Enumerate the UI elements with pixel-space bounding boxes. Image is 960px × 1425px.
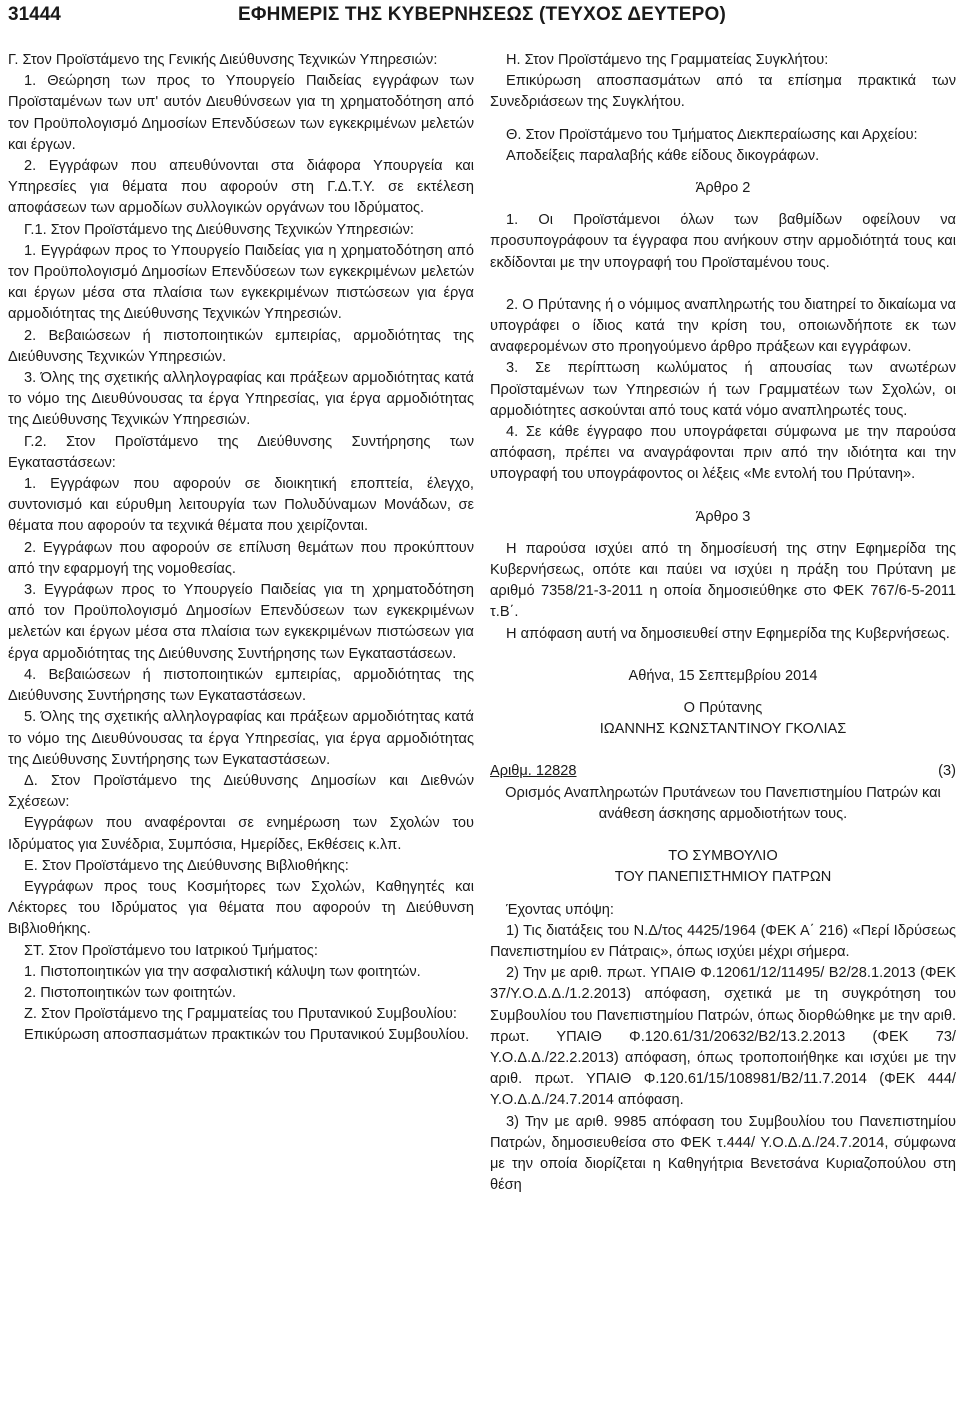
paragraph: 2. Εγγράφων που απευθύνονται στα διάφορα Υπουργεία και Υπηρεσίες για θέματα που αφορούν στη Γ.Δ.Τ.Υ. σε εκτέλεση αποφάσεων των αρμοδίων συλλογικών οργάνων του Ιδρύματος.: [8, 158, 474, 217]
spacer: [490, 889, 956, 900]
paragraph: 3) Την με αριθ. 9985 απόφαση του Συμβουλίου του Πανεπιστημίου Πατρών, δημοσιευθείσα στο ΦΕΚ τ.444/ Υ.Ο.Δ.Δ./24.7.2014, σύμφωνα με την οποία διορίζεται η Καθηγήτρια Βενετσάνα Κυριαζοπούλου στη θέση: [490, 1113, 956, 1194]
paragraph: Επικύρωση αποσπασμάτων από τα επίσημα πρακτικά των Συνεδριάσεων της Συγκλήτου.: [490, 73, 956, 111]
paragraph: Επικύρωση αποσπασμάτων πρακτικών του Πρυτανικού Συμβουλίου.: [24, 1027, 469, 1044]
decision-subject: Ορισμός Αναπληρωτών Πρυτάνεων του Πανεπιστημίου Πατρών και ανάθεση άσκησης αρμοδιοτήτων τους.: [505, 784, 941, 822]
paragraph: Αποδείξεις παραλαβής κάθε είδους δικογράφων.: [506, 147, 820, 164]
paragraph: Η παρούσα ισχύει από τη δημοσίευσή της στην Εφημερίδα της Κυβερνήσεως, οπότε και παύει να ισχύει η πράξη του Πρύτανη με αριθμό 7358/21-3-2011 η οποία δημοσιεύθηκε στο ΦΕΚ 767/6-5-2011 τ.Β΄.: [490, 540, 956, 621]
signer-title: Ο Πρύτανης: [683, 700, 763, 717]
paragraph: 2. Βεβαιώσεων ή πιστοποιητικών εμπειρίας, αρμοδιότητας της Διεύθυνσης Τεχνικών Υπηρεσιών.: [8, 327, 474, 365]
having-regard: Έχοντας υπόψη:: [506, 901, 614, 918]
spacer: [490, 740, 956, 761]
page-number: 31444: [8, 4, 61, 25]
paragraph: Γ.1. Στον Προϊστάμενο της Διεύθυνσης Τεχνικών Υπηρεσιών:: [24, 221, 414, 238]
gazette-title: ΕΦΗΜΕΡΙΣ ΤΗΣ ΚΥΒΕΡΝΗΣΕΩΣ (ΤΕΥΧΟΣ ΔΕΥΤΕΡΟ): [238, 4, 726, 25]
spacer: [490, 114, 956, 125]
paragraph: ΣΤ. Στον Προϊστάμενο του Ιατρικού Τμήματος:: [24, 942, 318, 959]
page-header: [8, 4, 952, 30]
paragraph: Εγγράφων προς τους Κοσμήτορες των Σχολών, Καθηγητές και Λέκτορες του Ιδρύματος για θέματα που αφορούν τη Διεύθυνση Βιβλιοθήκης.: [8, 878, 474, 938]
paragraph: 1) Τις διατάξεις του Ν.Δ/τος 4425/1964 (ΦΕΚ Α΄ 216) «Περί Ιδρύσεως Πανεπιστημίου εν Πάτραις», όπως ισχύει μέχρι σήμερα.: [490, 922, 956, 960]
paragraph: Θ. Στον Προϊστάμενο του Τμήματος Διεκπεραίωσης και Αρχείου:: [506, 126, 918, 143]
paragraph: 3. Εγγράφων προς το Υπουργείο Παιδείας για τη χρηματοδότηση από τον Προϋπολογισμό Δημοσίων Επενδύσεων των εγκεκριμένων μελετών και έργων μέσα στα πλαίσια των εγκεκριμένων πιστώσεων για έργα αρμοδιότητας της Διεύθυνσης Συντήρησης των Εγκαταστάσεων.: [8, 582, 474, 662]
decision-index: (3): [938, 763, 956, 780]
paragraph: 1. Πιστοποιητικών για την ασφαλιστική κάλυψη των φοιτητών.: [24, 963, 421, 980]
paragraph: Γ.2. Στον Προϊστάμενο της Διεύθυνσης Συντήρησης των Εγκαταστάσεων:: [8, 433, 474, 471]
right-column: [490, 50, 956, 1196]
spacer: [490, 645, 956, 666]
paragraph: Η. Στον Προϊστάμενο της Γραμματείας Συγκλήτου:: [506, 52, 829, 68]
paragraph: Δ. Στον Προϊστάμενο της Διεύθυνσης Δημοσίων και Διεθνών Σχέσεων:: [8, 772, 474, 811]
council-heading: ΤΟ ΣΥΜΒΟΥΛΙΟ: [668, 848, 778, 865]
spacer: [490, 687, 956, 698]
paragraph: 1. Εγγράφων που αφορούν σε διοικητική εποπτεία, έλεγχο, συντονισμό και εύρυθμη λειτουργία των Πολυδύναμων Μονάδων, σε θέματα που αφορούν τα τεχνικά θέματα που χειρίζονται.: [8, 476, 474, 535]
paragraph: 2. Ο Πρύτανης ή ο νόμιμος αναπληρωτής του διατηρεί το δικαίωμα να υπογράφει ο ίδιος κατά την κρίση του, οποιωνδήποτε εκ των αναφερομένων στο προηγούμενο άρθρο πράξεων και εγγράφων.: [490, 296, 956, 356]
article-2-heading: Άρθρο 2: [695, 180, 751, 197]
council-heading-university: ΤΟΥ ΠΑΝΕΠΙΣΤΗΜΙΟΥ ΠΑΤΡΩΝ: [614, 869, 832, 886]
paragraph: Εγγράφων που αναφέρονται σε ενημέρωση των Σχολών του Ιδρύματος για Συνέδρια, Συμπόσια, Ημερίδες, Εκθέσεις κ.λπ.: [8, 815, 474, 853]
left-column: [8, 50, 474, 1047]
spacer: [490, 274, 956, 295]
paragraph: 4. Σε κάθε έγγραφο που υπογράφεται σύμφωνα με την παρούσα απόφαση, πρέπει να αναγράφονται πριν από την ιδιότητα και την υπογραφή του υπογράφοντος οι λέξεις «Με εντολή του Πρύτανη».: [490, 424, 956, 483]
paragraph: 4. Βεβαιώσεων ή πιστοποιητικών εμπειρίας, αρμοδιότητας της Διεύθυνσης Συντήρησης των Εγκαταστάσεων.: [8, 666, 474, 705]
article-3-heading: Άρθρο 3: [695, 508, 751, 525]
spacer: [490, 528, 956, 539]
paragraph: 1. Οι Προϊστάμενοι όλων των βαθμίδων οφείλουν να προσυπογράφουν τα έγγραφα που ανήκουν στην αρμοδιότητά τους και εκδίδονται με την υπογραφή του Προϊσταμένου τους.: [490, 212, 956, 271]
paragraph: Γ. Στον Προϊστάμενο της Γενικής Διεύθυνσης Τεχνικών Υπηρεσιών:: [8, 52, 438, 68]
spacer: [490, 486, 956, 507]
decision-number: Αριθμ. 12828: [490, 763, 577, 780]
paragraph: 5. Όλης της σχετικής αλληλογραφίας και πράξεων αρμοδιότητας κατά το νόμο της Διευθύνουσας τα έργα Υπηρεσίας, για έργα αρμοδιότητας της Διεύθυνσης Συντήρησης των Εγκαταστάσεων.: [8, 709, 474, 768]
paragraph: 2. Εγγράφων που αφορούν σε επίλυση θεμάτων που προκύπτουν από την εφαρμογή της νομοθεσίας.: [8, 539, 474, 577]
paragraph: 1. Εγγράφων προς το Υπουργείο Παιδείας για η χρηματοδότηση από τον Προϋπολογισμό Δημοσίων Επενδύσεων των εγκεκριμένων μελετών και έργων μέσα στα πλαίσια των εγκεκριμένων πιστώσεων για έργα αρμοδιότητας της Διεύθυνσης Τεχνικών Υπηρεσιών.: [8, 242, 474, 323]
decision-header: [490, 761, 956, 782]
date-line: Αθήνα, 15 Σεπτεμβρίου 2014: [628, 667, 818, 684]
paragraph: 3. Όλης της σχετικής αλληλογραφίας και πράξεων αρμοδιότητας κατά το νόμο της Διευθύνουσας τα έργα Υπηρεσίας, για έργα αρμοδιότητας της Διεύθυνσης Τεχνικών Υπηρεσιών.: [8, 370, 474, 429]
paragraph: Ζ. Στον Προϊστάμενο της Γραμματείας του Πρυτανικού Συμβουλίου:: [24, 1006, 457, 1023]
spacer: [490, 825, 956, 846]
paragraph: Η απόφαση αυτή να δημοσιευθεί στην Εφημερίδα της Κυβερνήσεως.: [506, 625, 950, 642]
spacer: [490, 167, 956, 178]
spacer: [490, 199, 956, 210]
paragraph: Ε. Στον Προϊστάμενο της Διεύθυνσης Βιβλιοθήκης:: [24, 857, 349, 874]
paragraph: 2) Την με αριθ. πρωτ. ΥΠΑΙΘ Φ.12061/12/11495/ Β2/28.1.2013 (ΦΕΚ 37/Υ.Ο.Δ.Δ./1.2.2013) απόφαση, σχετικά με τη συγκρότηση του Συμβουλίου του Πανεπιστημίου Πατρών, όπως διορθώθηκε με την αριθ. πρωτ. ΥΠΑΙΘ Φ.120.61/31/20632/Β2/13.2.2013 (ΦΕΚ 73/Υ.Ο.Δ.Δ./22.2.2013) απόφαση, όπως τροποποιήθηκε και ισχύει με την αριθ. πρωτ. ΥΠΑΙΘ Φ.120.61/15/108981/Β2/11.7.2014 (ΦΕΚ 444/Υ.Ο.Δ.Δ./24.7.2014 απόφαση.: [490, 965, 956, 1109]
paragraph: 3. Σε περίπτωση κωλύματος ή απουσίας των ανωτέρων Προϊσταμένων των Υπηρεσιών ή των Γραμματέων των Σχολών, οι αρμοδιότητες ασκούνται από τους κατά νόμο αναπληρωτές τους.: [490, 360, 956, 419]
signer-name: ΙΩΑΝΝΗΣ ΚΩΝΣΤΑΝΤΙΝΟΥ ΓΚΟΛΙΑΣ: [599, 721, 847, 738]
paragraph: 1. Θεώρηση των προς το Υπουργείο Παιδείας εγγράφων των Προϊσταμένων των υπ' αυτόν Διευθύνσεων για τη χρηματοδότηση από τον Προϋπολογισμό Δημοσίων Επενδύσεων των εγκεκριμένων μελετών και έργων.: [8, 73, 474, 153]
paragraph: 2. Πιστοποιητικών των φοιτητών.: [24, 984, 237, 1001]
